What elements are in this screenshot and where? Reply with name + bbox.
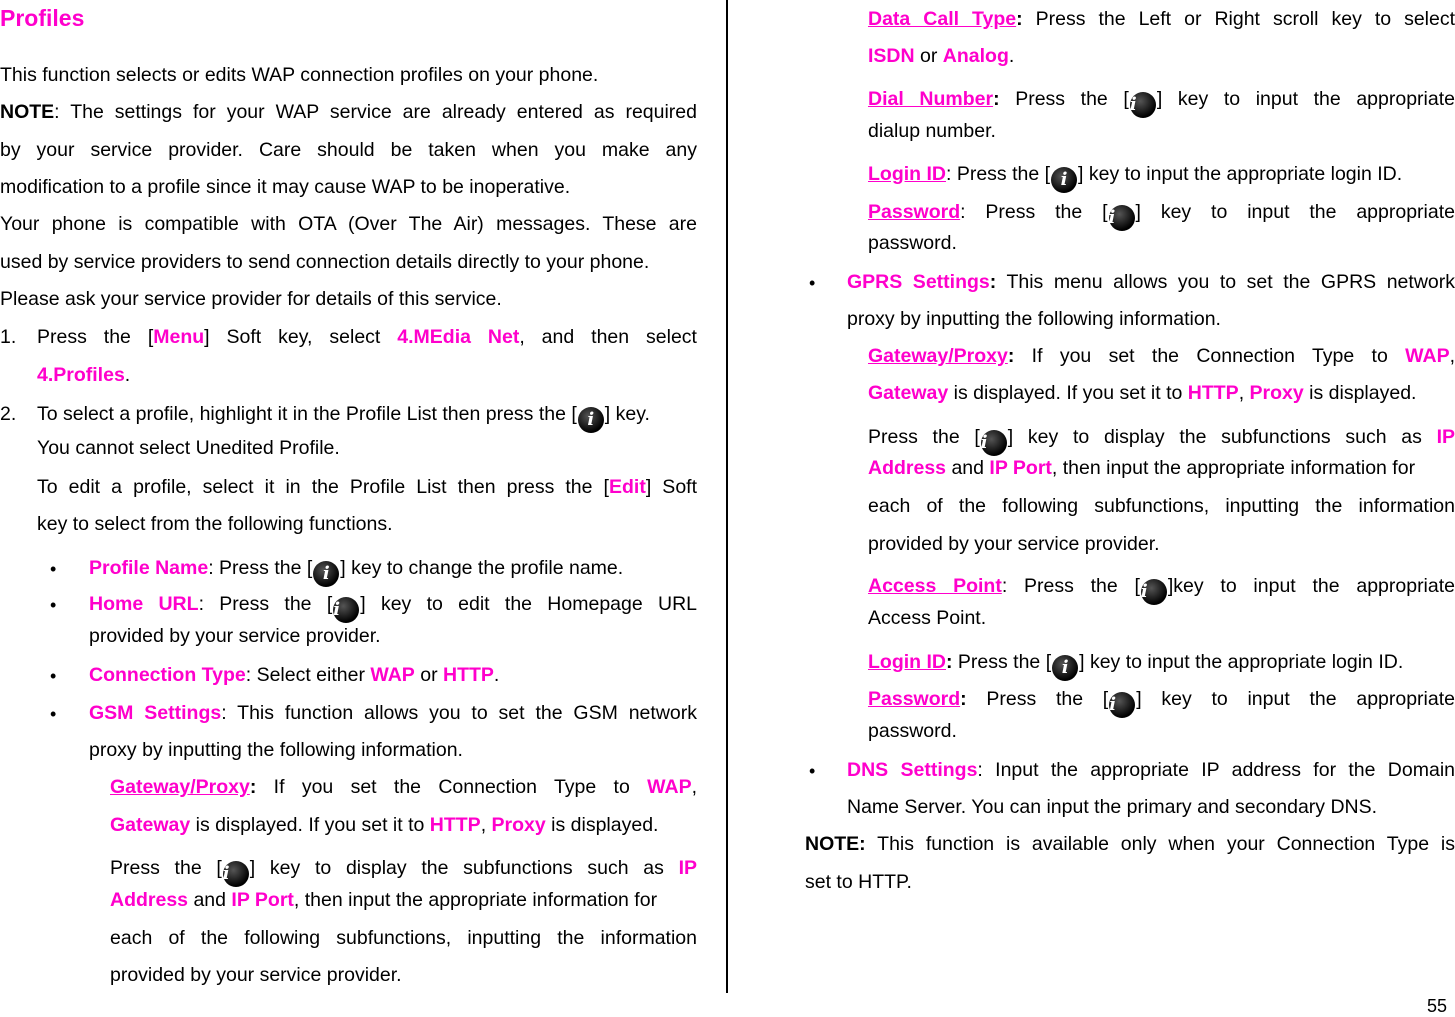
step-2-line-1: To select a profile, highlight it in the Profile List then press the [ i ] key. bbox=[37, 402, 650, 426]
info-key-icon: i bbox=[313, 561, 339, 587]
right-note-line-2: set to HTTP. bbox=[805, 871, 912, 893]
data-call-type-line-2: ISDN or Analog. bbox=[868, 45, 1015, 67]
profile-name-item: Profile Name: Press the [ i ] key to change the profile name. bbox=[89, 556, 623, 580]
dns-settings-line-2: Name Server. You can input the primary and secondary DNS. bbox=[847, 796, 1378, 818]
gprs-gateway-proxy-line-5: each of the following subfunctions, inputting the information bbox=[868, 495, 1455, 517]
gprs-gateway-proxy-line-6: provided by your service provider. bbox=[868, 533, 1160, 555]
home-url-line-2: provided by your service provider. bbox=[89, 625, 381, 647]
info-key-icon: i bbox=[981, 430, 1007, 456]
home-url-item: Home URL: Press the [i ] key to edit the Homepage URL bbox=[89, 592, 697, 616]
info-key-icon: i bbox=[1051, 167, 1077, 193]
edit-line-2: key to select from the following functions. bbox=[37, 513, 393, 535]
dial-number-line-2: dialup number. bbox=[868, 120, 996, 142]
gprs-gateway-proxy-line-4: Address and IP Port, then input the appropriate information for bbox=[868, 457, 1416, 479]
info-key-icon: i bbox=[1109, 205, 1135, 231]
gsm-gateway-proxy-line-5: each of the following subfunctions, inputting the information bbox=[110, 927, 697, 949]
info-key-icon: i bbox=[1109, 692, 1135, 718]
step-2-line-2: You cannot select Unedited Profile. bbox=[37, 437, 340, 459]
note-line-2: by your service provider. Care should be taken when you make any bbox=[0, 139, 697, 161]
data-call-type-line-1: Data Call Type: Press the Left or Right scroll key to select bbox=[868, 8, 1455, 30]
bullet-icon: • bbox=[50, 704, 57, 724]
gsm-gateway-proxy-line-6: provided by your service provider. bbox=[110, 964, 402, 986]
ota-line-3: Please ask your service provider for details of this service. bbox=[0, 288, 502, 310]
bullet-icon: • bbox=[50, 595, 57, 615]
info-key-icon: i bbox=[1052, 655, 1078, 681]
password-line-1: Password: Press the [i ] key to input the appropriate bbox=[868, 200, 1455, 224]
gprs-settings-line-2: proxy by inputting the following information. bbox=[847, 308, 1221, 330]
intro-text: This function selects or edits WAP connection profiles on your phone. bbox=[0, 64, 599, 86]
gprs-gateway-proxy-line-1: Gateway/Proxy: If you set the Connection Type to WAP, bbox=[868, 345, 1455, 367]
gsm-gateway-proxy-line-4: Address and IP Port, then input the appropriate information for bbox=[110, 889, 658, 911]
info-key-icon: i bbox=[333, 597, 359, 623]
gprs-password-line-2: password. bbox=[868, 720, 957, 742]
page-number: 55 bbox=[1426, 996, 1447, 1016]
ota-line-1: Your phone is compatible with OTA (Over The Air) messages. These are bbox=[0, 213, 697, 235]
bullet-icon: • bbox=[50, 666, 57, 686]
gsm-settings-item: GSM Settings: This function allows you to set the GSM network bbox=[89, 702, 697, 724]
dial-number-line-1: Dial Number: Press the [i ] key to input the appropriate bbox=[868, 87, 1455, 111]
step-1-line-1: Press the [Menu] Soft key, select 4.MEdia Net, and then select bbox=[37, 326, 697, 348]
gsm-gateway-proxy-line-1: Gateway/Proxy: If you set the Connection Type to WAP, bbox=[110, 776, 697, 798]
access-point-line-1: Access Point: Press the [i ]key to input the appropriate bbox=[868, 574, 1455, 598]
step-2-number: 2. bbox=[0, 403, 17, 425]
gprs-password-line-1: Password: Press the [i ] key to input the appropriate bbox=[868, 687, 1455, 711]
connection-type-item: Connection Type: Select either WAP or HTTP. bbox=[89, 664, 500, 686]
login-id-line: Login ID: Press the [ i ] key to input the appropriate login ID. bbox=[868, 162, 1402, 186]
access-point-line-2: Access Point. bbox=[868, 607, 987, 629]
gsm-gateway-proxy-line-3: Press the [i ] key to display the subfunctions such as IP bbox=[110, 856, 697, 880]
gprs-gateway-proxy-line-3: Press the [i ] key to display the subfunctions such as IP bbox=[868, 425, 1455, 449]
gprs-login-id-line: Login ID: Press the [ i ] key to input the appropriate login ID. bbox=[868, 650, 1403, 674]
step-1-number: 1. bbox=[0, 326, 17, 348]
bullet-icon: • bbox=[50, 559, 57, 579]
info-key-icon: i bbox=[1141, 579, 1167, 605]
dns-settings-item: DNS Settings: Input the appropriate IP address for the Domain bbox=[847, 759, 1455, 781]
gsm-gateway-proxy-line-2: Gateway is displayed. If you set it to HTTP, Proxy is displayed. bbox=[110, 814, 659, 836]
gsm-settings-line-2: proxy by inputting the following information. bbox=[89, 739, 463, 761]
note-line-3: modification to a profile since it may cause WAP to be inoperative. bbox=[0, 176, 571, 198]
info-key-icon: i bbox=[578, 407, 604, 433]
right-note-line-1: NOTE: This function is available only when your Connection Type is bbox=[805, 833, 1455, 855]
note-line-1: NOTE: The settings for your WAP service are already entered as required bbox=[0, 101, 697, 123]
ota-line-2: used by service providers to send connection details directly to your phone. bbox=[0, 251, 650, 273]
edit-line-1: To edit a profile, select it in the Profile List then press the [Edit] Soft bbox=[37, 476, 697, 498]
gprs-settings-item: GPRS Settings: This menu allows you to set the GPRS network bbox=[847, 271, 1455, 293]
password-line-2: password. bbox=[868, 232, 957, 254]
step-1-line-2: 4.Profiles. bbox=[37, 364, 131, 386]
info-key-icon: i bbox=[223, 861, 249, 887]
bullet-icon: • bbox=[809, 761, 816, 781]
bullet-icon: • bbox=[809, 273, 816, 293]
column-divider bbox=[726, 0, 728, 993]
info-key-icon: i bbox=[1130, 92, 1156, 118]
gprs-gateway-proxy-line-2: Gateway is displayed. If you set it to HTTP, Proxy is displayed. bbox=[868, 382, 1417, 404]
page-title: Profiles bbox=[0, 5, 85, 31]
